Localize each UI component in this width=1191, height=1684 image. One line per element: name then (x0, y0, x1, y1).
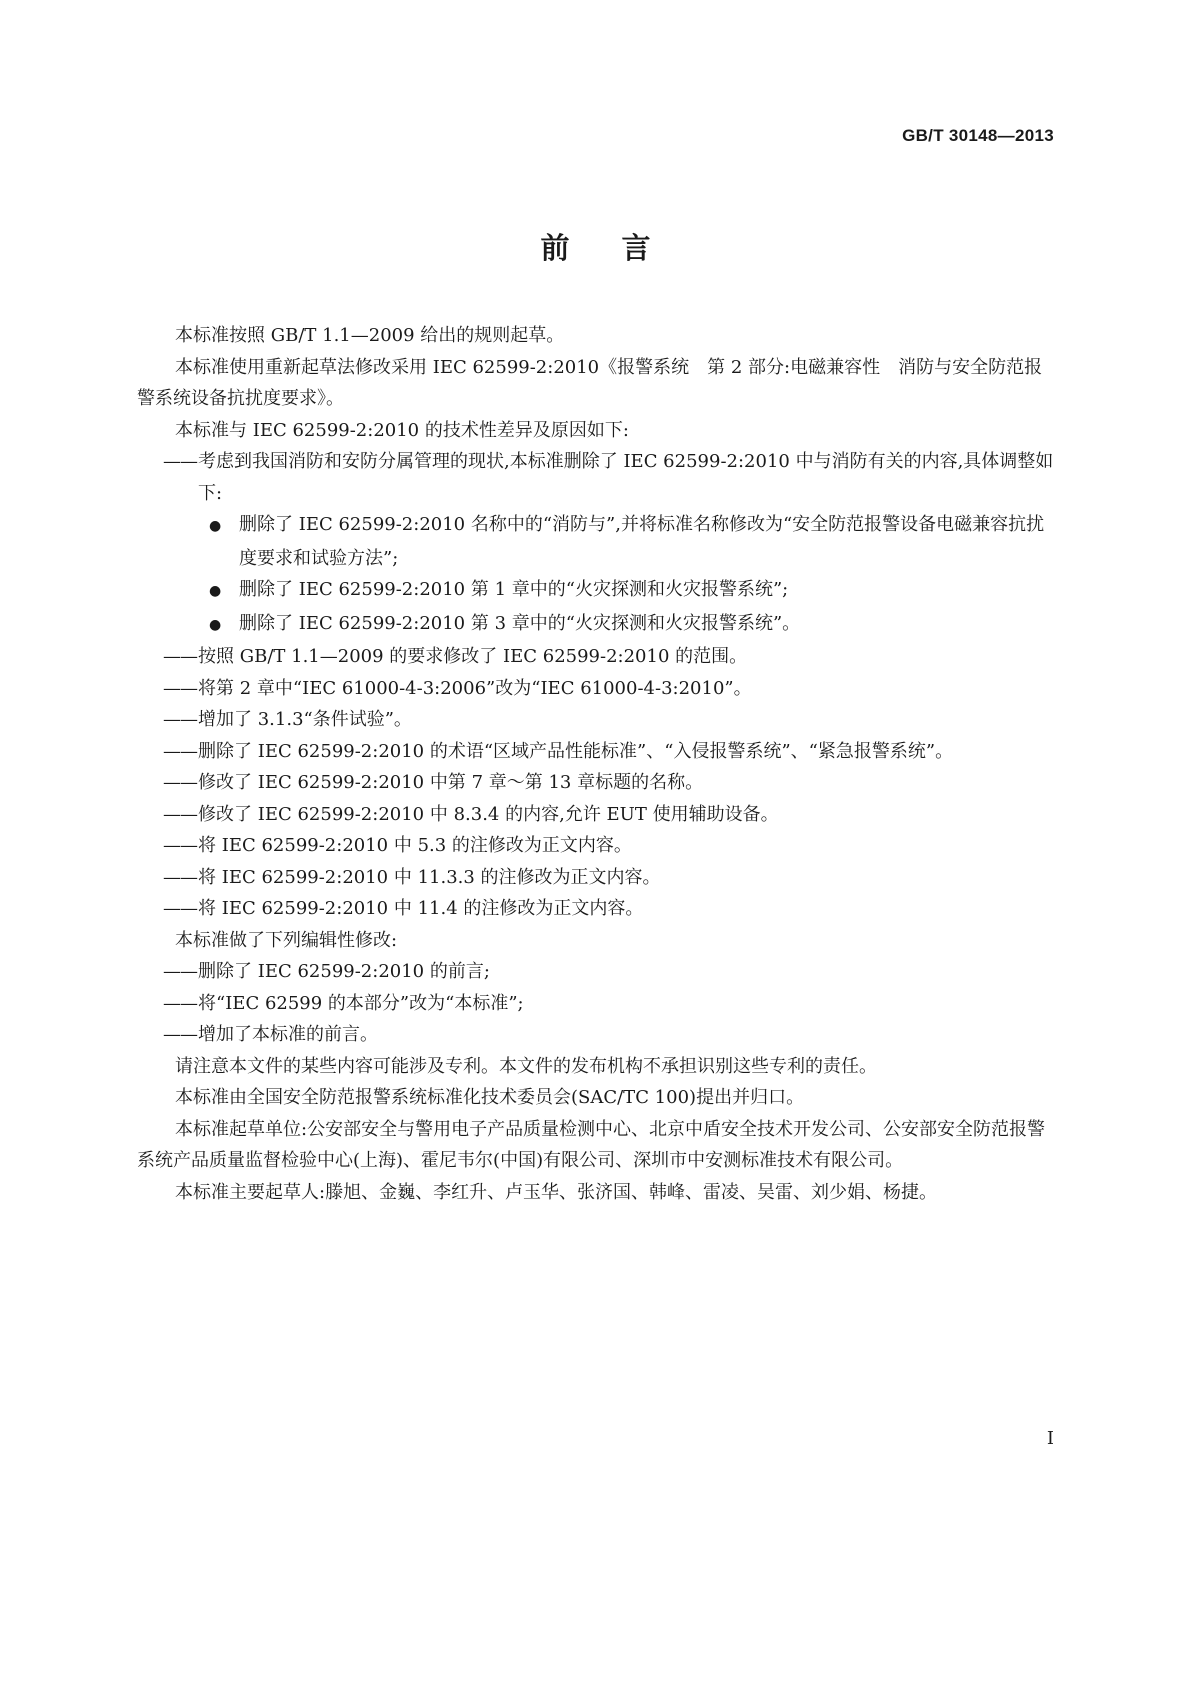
dash-item (137, 988, 1057, 1020)
dash-item-text: 将第 2 章中“IEC 61000-4-3:2006”改为“IEC 61000-4-3:2010”。 (198, 677, 752, 699)
dash-mark: —— (163, 898, 197, 919)
paragraph: 本标准使用重新起草法修改采用 IEC 62599-2:2010《报警系统 第 2 部分:电磁兼容性 消防与安全防范报警系统设备抗扰度要求》。 (137, 356, 1043, 409)
dash-mark: —— (163, 961, 197, 982)
bullet-item (137, 574, 1057, 608)
dash-mark: —— (163, 992, 197, 1014)
dash-item-text: 增加了 3.1.3“条件试验”。 (198, 709, 412, 730)
dash-item (137, 704, 1057, 736)
paragraph: 本标准由全国安全防范报警系统标准化技术委员会(SAC/TC 100)提出并归口。 (175, 1087, 805, 1108)
bullet-item-text: 删除了 IEC 62599-2:2010 第 3 章中的“火灾探测和火灾报警系统”。 (239, 612, 801, 634)
dash-item (137, 767, 1057, 799)
dash-item (137, 736, 1057, 768)
dash-mark: —— (163, 835, 197, 856)
paragraph: 本标准做了下列编辑性修改: (175, 929, 398, 951)
dash-item-text: 将 IEC 62599-2:2010 中 11.3.3 的注修改为正文内容。 (198, 866, 661, 888)
dash-item-text: 将 IEC 62599-2:2010 中 5.3 的注修改为正文内容。 (198, 835, 632, 856)
bullet-mark: ● (209, 616, 222, 633)
dash-item-text: 删除了 IEC 62599-2:2010 的术语“区域产品性能标准”、“入侵报警系统”、“紧急报警系统”。 (198, 740, 954, 762)
dash-item (137, 799, 1057, 831)
dash-item (137, 446, 1057, 509)
dash-mark: —— (163, 803, 197, 825)
standard-number: GB/T 30148—2013 (902, 126, 1054, 145)
page-number: I (1046, 1428, 1054, 1449)
bullet-item (137, 608, 1057, 642)
paragraph: 本标准按照 GB/T 1.1—2009 给出的规则起草。 (175, 325, 565, 346)
dash-item (137, 641, 1057, 673)
paragraph: 本标准与 IEC 62599-2:2010 的技术性差异及原因如下: (175, 419, 629, 441)
bullet-item-text: 删除了 IEC 62599-2:2010 名称中的“消防与”,并将标准名称修改为“安全防范报警设备电磁兼容抗扰度要求和试验方法”; (239, 514, 1045, 569)
dash-item (137, 862, 1057, 894)
document-body (137, 320, 1057, 1208)
bullet-item (137, 509, 1057, 574)
paragraph: 本标准主要起草人:滕旭、金巍、李红升、卢玉华、张济国、韩峰、雷凌、吴雷、刘少娟、杨捷。 (175, 1181, 938, 1203)
dash-mark: —— (163, 772, 197, 793)
dash-item-text: 修改了 IEC 62599-2:2010 中第 7 章～第 13 章标题的名称。 (198, 772, 704, 793)
bullet-item-text: 删除了 IEC 62599-2:2010 第 1 章中的“火灾探测和火灾报警系统”; (239, 579, 789, 600)
dash-mark: —— (163, 709, 197, 730)
dash-mark: —— (163, 646, 197, 667)
dash-item (137, 1019, 1057, 1051)
bullet-mark: ● (209, 518, 222, 534)
bullet-mark: ● (209, 583, 222, 599)
paragraph: 请注意本文件的某些内容可能涉及专利。本文件的发布机构不承担识别这些专利的责任。 (175, 1055, 877, 1077)
dash-item-text: 考虑到我国消防和安防分属管理的现状,本标准删除了 IEC 62599-2:2010 中与消防有关的内容,具体调整如下: (198, 451, 1054, 504)
paragraph: 本标准起草单位:公安部安全与警用电子产品质量检测中心、北京中盾安全技术开发公司、公安部安全防范报警系统产品质量监督检验中心(上海)、霍尼韦尔(中国)有限公司、深圳市中安测标准技术有限公司。 (137, 1118, 1046, 1171)
dash-item-text: 将“IEC 62599 的本部分”改为“本标准”; (198, 992, 524, 1014)
dash-item-text: 删除了 IEC 62599-2:2010 的前言; (198, 961, 490, 982)
dash-mark: —— (163, 1024, 197, 1045)
dash-item (137, 893, 1057, 925)
dash-item (137, 956, 1057, 988)
dash-mark: —— (163, 677, 197, 699)
dash-item-text: 按照 GB/T 1.1—2009 的要求修改了 IEC 62599-2:2010 的范围。 (198, 646, 748, 667)
dash-mark: —— (163, 740, 197, 762)
dash-item (137, 830, 1057, 862)
dash-item-text: 修改了 IEC 62599-2:2010 中 8.3.4 的内容,允许 EUT 使用辅助设备。 (198, 803, 779, 825)
dash-mark: —— (163, 451, 197, 472)
dash-item-text: 增加了本标准的前言。 (198, 1024, 378, 1045)
dash-item (137, 673, 1057, 705)
dash-item-text: 将 IEC 62599-2:2010 中 11.4 的注修改为正文内容。 (198, 898, 644, 919)
dash-mark: —— (163, 866, 197, 888)
page-title: 前言 (540, 231, 703, 265)
